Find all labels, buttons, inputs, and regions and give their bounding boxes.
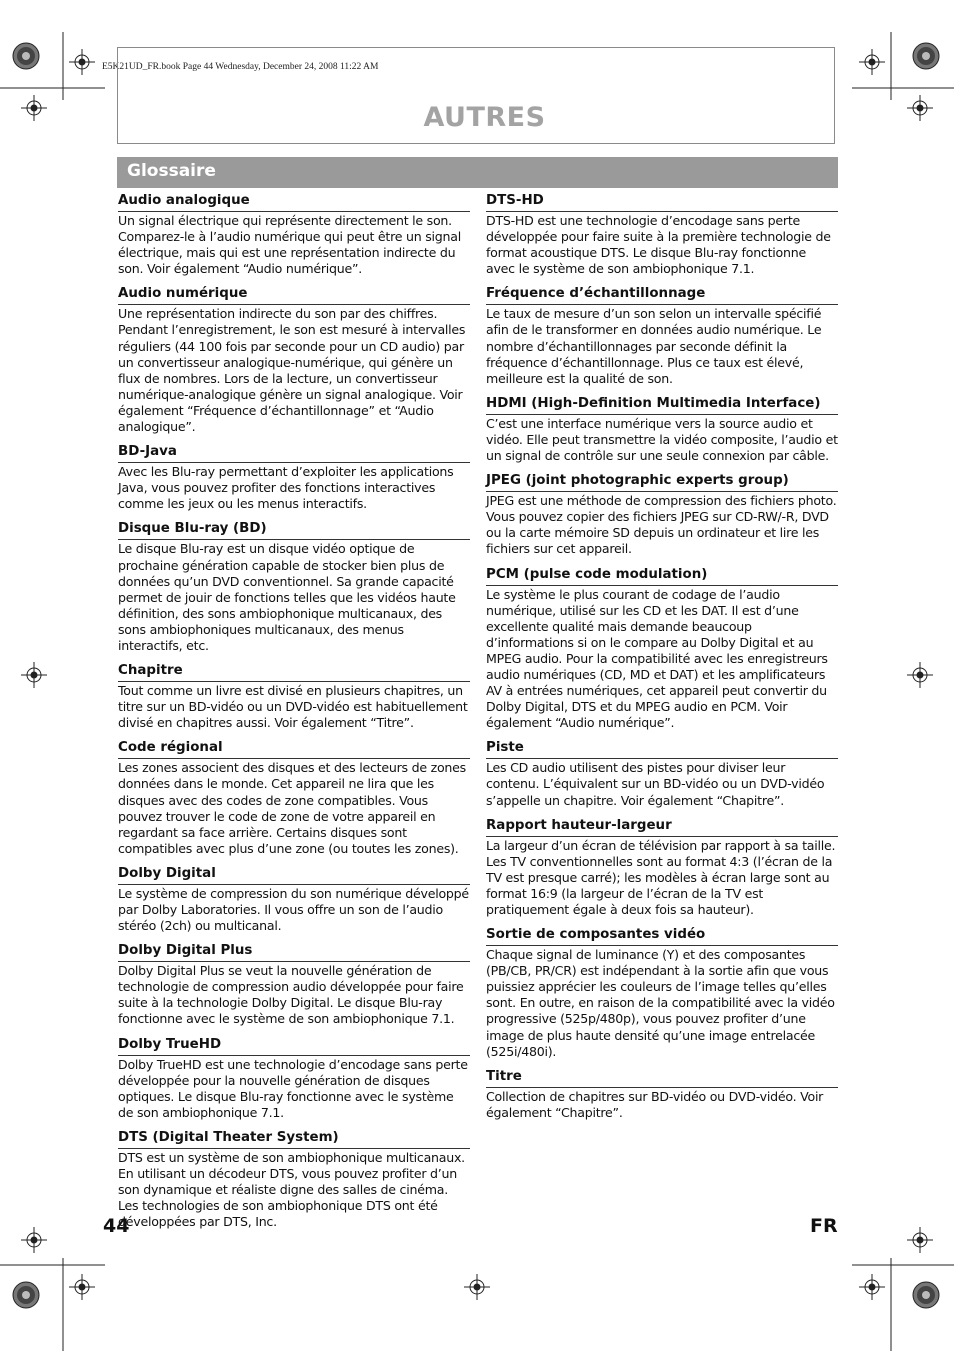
glossary-term: Fréquence d’échantillonnage [486, 285, 838, 305]
file-info: E5K21UD_FR.book Page 44 Wednesday, December 24, 2008 11:22 AM [102, 62, 379, 72]
glossary-definition: Une représentation indirecte du son par des chiffres. Pendant l’enregistrement, le son est mesuré à intervalles réguliers (44 100 fois par seconde pour un CD audio) par un convertisseur analogique-numérique, qui génère un flux de nombres. Lors de la lecture, un convertisseur numérique-analogique génère un signal analogique. Voir également “Fréquence d’échantillonnage” et “Audio analogique”. [118, 306, 466, 435]
glossary-definition: Le disque Blu-ray est un disque vidéo optique de prochaine génération capable de stocker bien plus de données qu’un DVD conventionnel. Sa grande capacité permet de jouir de fonctions telles que les vidéos haute définition, des sons ambiophonique multicanaux, des sons ambiophoniques multicanaux, des menus interactifs, etc. [118, 541, 456, 653]
glossary-entry [486, 566, 838, 732]
glossary-entry [486, 739, 838, 808]
glossary-entry [486, 1068, 838, 1121]
glossary-definition: Le système de compression du son numérique développé par Dolby Laboratories. Il vous offre un son de l’audio stéréo (2ch) ou multicanal. [118, 885, 469, 934]
glossary-entry [118, 443, 470, 512]
glossary-term: Disque Blu-ray (BD) [118, 520, 470, 540]
glossary-term: BD-Java [118, 443, 470, 463]
glossary-term: JPEG (joint photographic experts group) [486, 472, 838, 492]
glossary-definition: Les zones associent des disques et des lecteurs de zones données dans le monde. Cet appareil ne lira que les disques avec des codes de zone compatibles. Vous pouvez trouver le code de zone de votre appareil en regardant sa face arrière. Certains disques sont compatibles avec plus d’une zone (ou toutes les zones). [118, 760, 466, 856]
glossary-definition: La largeur d’un écran de télévision par rapport à sa taille. Les TV conventionnelles sont au format 4:3 (l’écran de la TV est presque carré); les modèles à écran large sont au format 16:9 (la largeur de l’écran de la TV est pratiquement égale à deux fois sa hauteur). [486, 837, 836, 917]
glossary-entry [118, 1036, 470, 1121]
language-code: FR [810, 1215, 838, 1237]
glossary-definition: DTS est un système de son ambiophonique multicanaux. En utilisant un décodeur DTS, vous pouvez profiter d’un son dynamique et réaliste digne des salles de cinéma. Les technologies de son ambiophonique DTS ont été développées par DTS, Inc. [118, 1149, 465, 1230]
glossary-term: Dolby Digital [118, 865, 470, 885]
glossary-entry [118, 739, 470, 857]
section-header [117, 157, 838, 188]
glossary-definition: Le système le plus courant de codage de l’audio numérique, utilisé sur les CD et les DAT. Il est d’une excellente qualité mais demande beaucoup d’informations si on le compare au Dolby Digital et au MPEG audio. Pour la compatibilité avec les enregistreurs audio numériques (CD, MD et DAT) et les amplificateurs AV à entrées numériques, cet appareil peut convertir du Dolby Digital, DTS et du MPEG audio en PCM. Voir également “Audio numérique”. [486, 586, 828, 731]
glossary-term: DTS (Digital Theater System) [118, 1129, 470, 1149]
glossary-term: HDMI (High-Definition Multimedia Interface) [486, 395, 838, 415]
glossary-term: Piste [486, 739, 838, 759]
glossary-term: Code régional [118, 739, 470, 759]
glossary-term: DTS-HD [486, 192, 838, 212]
glossary-entry [486, 817, 838, 918]
glossary-entry [118, 662, 470, 731]
glossary-term: Audio analogique [118, 192, 470, 212]
glossary-entry [486, 192, 838, 277]
glossary-entry [486, 395, 838, 464]
glossary-entry [118, 285, 470, 435]
glossary-term: Titre [486, 1068, 838, 1088]
glossary-entry [118, 865, 470, 934]
glossary-definition: Collection de chapitres sur BD-vidéo ou DVD-vidéo. Voir également “Chapitre”. [486, 1088, 824, 1120]
glossary-definition: Les CD audio utilisent des pistes pour diviser leur contenu. L’équivalent sur un BD-vidéo ou un DVD-vidéo s’appelle un chapitre. Voir également “Chapitre”. [486, 760, 825, 808]
glossary-right-column [486, 192, 838, 1129]
glossary-term: Audio numérique [118, 285, 470, 305]
glossary-entry [118, 942, 470, 1027]
section-title: Glossaire [127, 161, 216, 181]
glossary-entry [118, 520, 470, 654]
glossary-entry [486, 285, 838, 386]
glossary-entry [118, 1129, 470, 1230]
glossary-term: Chapitre [118, 662, 470, 682]
glossary-entry [118, 192, 470, 277]
glossary-term: Rapport hauteur-largeur [486, 817, 838, 837]
glossary-term: Dolby Digital Plus [118, 942, 470, 962]
glossary-definition: Un signal électrique qui représente directement le son. Comparez-le à l’audio numérique qui peut être un signal électrique, mais qui est une représentation indirecte du son. Voir également “Audio numérique”. [118, 213, 461, 277]
glossary-definition: Le taux de mesure d’un son selon un intervalle spécifié afin de le transformer en données audio numérique. Le nombre d’échantillonnages par seconde définit la fréquence d’échantillonnage. Plus ce taux est élevé, meilleure est la qualité de son. [486, 306, 822, 386]
glossary-entry [486, 472, 838, 557]
glossary-left-column [118, 192, 470, 1238]
glossary-term: Sortie de composantes vidéo [486, 926, 838, 946]
glossary-definition: Avec les Blu-ray permettant d’exploiter les applications Java, vous pouvez profiter des fonctions interactives comme les jeux ou les menus interactifs. [118, 464, 454, 512]
glossary-definition: JPEG est une méthode de compression des fichiers photo. Vous pouvez copier des fichiers JPEG sur CD-RW/-R, DVD ou la carte mémoire SD depuis un ordinateur et lire les fichiers sur cet appareil. [486, 493, 837, 557]
glossary-definition: Dolby Digital Plus se veut la nouvelle génération de technologie de compression audio développée pour faire suite à la technologie Dolby Digital. Le disque Blu-ray fonctionne avec le système de son ambiophonique 7.1. [118, 963, 464, 1027]
page-title: AUTRES [423, 102, 546, 133]
glossary-entry [486, 926, 838, 1060]
glossary-definition: Chaque signal de luminance (Y) et des composantes (PB/CB, PR/CR) est indépendant à la sortie afin que vous puissiez apprécier les couleurs de l’image telles qu’elles sont. En outre, en raison de la compatibilité avec la vidéo progressive (525p/480p), vous pouvez profiter d’une image de plus haute densité qu’une image entrelacée (525i/480i). [486, 947, 835, 1059]
glossary-term: PCM (pulse code modulation) [486, 566, 838, 586]
glossary-definition: Tout comme un livre est divisé en plusieurs chapitres, un titre sur un BD-vidéo ou un DVD-vidéo est habituellement divisé en chapitres aussi. Voir également “Titre”. [118, 683, 468, 731]
page-number: 44 [103, 1215, 130, 1237]
glossary-definition: DTS-HD est une technologie d’encodage sans perte développée pour faire suite à la première technologie de format acoustique DTS. Le disque Blu-ray fonctionne avec le système de son ambiophonique 7.1. [486, 213, 831, 277]
glossary-term: Dolby TrueHD [118, 1036, 470, 1056]
glossary-definition: C’est une interface numérique vers la source audio et vidéo. Elle peut transmettre la vidéo composite, l’audio et un signal de contrôle sur une seule connexion par câble. [486, 415, 838, 464]
glossary-definition: Dolby TrueHD est une technologie d’encodage sans perte développée pour la nouvelle génération de disques optiques. Le disque Blu-ray fonctionne avec le système de son ambiophonique 7.1. [118, 1056, 468, 1120]
